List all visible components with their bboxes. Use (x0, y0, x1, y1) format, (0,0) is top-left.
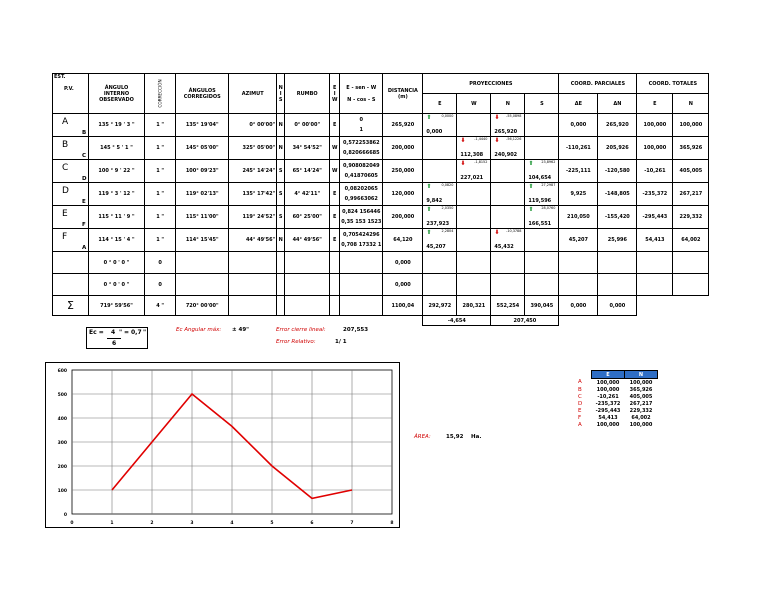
station-label: D (62, 186, 69, 196)
header-est: EST. P.V. (53, 74, 89, 114)
delta-n: 25,996 (598, 229, 637, 252)
azimut: 0° 00'00" (229, 114, 277, 137)
coord-n: 100,000 (629, 421, 653, 428)
angle-observed: 115 ° 11 ' 9 " (89, 206, 145, 229)
header-proyecciones: PROYECCIONES (423, 74, 559, 94)
arrow-down-icon: ⬇ (494, 229, 500, 236)
total-e: 100,000 (637, 114, 673, 137)
angle-corrected: 114° 15'45" (176, 229, 229, 252)
angle-observed: 145 ° 5 ' 1 " (89, 137, 145, 160)
diff-ns: 207,450 (491, 316, 559, 326)
distance: 64,120 (383, 229, 423, 252)
ew-dir: E (330, 114, 340, 137)
angle-observed: 135 ° 19 ' 3 " (89, 114, 145, 137)
projection-factor: -10,3788 (506, 229, 522, 233)
projection-value: 0,000 (426, 129, 443, 135)
y-tick-label: 400 (57, 417, 67, 422)
header-proj-e: E (423, 94, 457, 114)
ew-dir: E (330, 183, 340, 206)
table-row (53, 160, 709, 183)
cos-value: 1 (359, 127, 364, 133)
total-e: -10,261 (637, 160, 673, 183)
station-label: E (62, 209, 68, 219)
area-label: ÁREA: (414, 434, 431, 440)
projection-factor: 0,0820 (441, 183, 454, 187)
projection-factor: -1,8152 (474, 160, 488, 164)
total-n: 365,926 (673, 137, 709, 160)
total-pw: 280,321 (457, 296, 491, 316)
header-parciales: COORD. PARCIALES (559, 74, 637, 94)
total-corr: 4 " (145, 296, 176, 316)
coord-e: 100,000 (596, 386, 620, 393)
ns-dir: S (277, 206, 285, 229)
area-value: 15,92 (446, 434, 464, 440)
delta-n: -155,420 (598, 206, 637, 229)
angle-correction: 1 " (145, 160, 176, 183)
y-tick-label: 100 (57, 489, 67, 494)
ew-dir: W (330, 160, 340, 183)
x-tick-label: 1 (110, 521, 114, 526)
area-unit: Ha. (471, 434, 482, 440)
header-total-e: E (637, 94, 673, 114)
total-e: -235,372 (637, 183, 673, 206)
projection-factor: -55,0898 (506, 114, 522, 118)
projection-value: 112,308 (460, 152, 484, 158)
header-totales: COORD. TOTALES (637, 74, 709, 94)
ec-box: Ec = 4 " = 0,7 " 6 (86, 327, 148, 349)
delta-n: 205,926 (598, 137, 637, 160)
station-label: F (62, 232, 68, 242)
coord-row (575, 386, 658, 393)
x-tick-label: 0 (70, 521, 74, 526)
header-correccion: CORRECCIÓN (145, 74, 176, 114)
pv-label: F (82, 222, 86, 228)
header-proj-n: N (491, 94, 525, 114)
coord-n: 267,217 (629, 400, 653, 407)
total-n: 267,217 (673, 183, 709, 206)
distance: 0,000 (383, 274, 423, 296)
coord-n: 405,005 (629, 393, 653, 400)
ew-dir: E (330, 206, 340, 229)
projection-factor: 0,0000 (441, 114, 454, 118)
table-row (53, 206, 709, 229)
x-tick-label: 6 (310, 521, 314, 526)
total-e: -295,443 (637, 206, 673, 229)
angle-correction: 1 " (145, 229, 176, 252)
cos-value: 0,41870605 (344, 173, 378, 179)
azimut: 119° 24'52" (229, 206, 277, 229)
x-tick-label: 8 (390, 521, 394, 526)
delta-n: -120,580 (598, 160, 637, 183)
coordinates-table (575, 370, 658, 428)
arrow-down-icon: ⬇ (460, 160, 466, 167)
coord-e: 100,000 (596, 379, 620, 386)
y-tick-label: 500 (57, 393, 67, 398)
station-label: B (62, 140, 69, 150)
coord-n: 64,002 (631, 414, 651, 421)
coord-label: A (578, 379, 582, 386)
angle-observed: 100 ° 9 ' 22 " (89, 160, 145, 183)
projection-value: 240,902 (494, 152, 518, 158)
cos-value: 0,35 153 1523 (341, 219, 382, 225)
total-n: 229,332 (673, 206, 709, 229)
delta-e: 0,000 (559, 114, 598, 137)
x-tick-label: 7 (350, 521, 354, 526)
header-total-n: N (673, 94, 709, 114)
relativo-value: 1/ 1 (335, 339, 347, 345)
ew-dir: E (330, 229, 340, 252)
pv-label: E (82, 199, 86, 205)
coord-header-n: N (625, 371, 658, 379)
coord-row (575, 421, 658, 428)
header-ns: N I S (277, 74, 285, 114)
sigma: Σ (53, 296, 89, 316)
total-n: 64,002 (673, 229, 709, 252)
table-row (53, 274, 709, 296)
coord-label: E (578, 407, 582, 414)
angle-observed: 119 ° 3 ' 12 " (89, 183, 145, 206)
arrow-up-icon: ⬆ (426, 229, 432, 236)
total-pn: 552,254 (491, 296, 525, 316)
header-delta-n: ΔN (598, 94, 637, 114)
table-row (53, 114, 709, 137)
azimut: 44° 49'56" (229, 229, 277, 252)
arrow-up-icon: ⬆ (528, 183, 534, 190)
sin-value: 0,08202065 (344, 186, 378, 192)
projection-factor: 2,2804 (441, 229, 454, 233)
y-tick-label: 300 (57, 441, 67, 446)
angle-correction: 1 " (145, 137, 176, 160)
header-delta-e: ΔE (559, 94, 598, 114)
azimut: 245° 14'24" (229, 160, 277, 183)
azimut: 325° 05'00" (229, 137, 277, 160)
coord-e: 54,413 (598, 414, 618, 421)
lineal-value: 207,553 (343, 327, 369, 333)
delta-e: 45,207 (559, 229, 598, 252)
coord-label: D (578, 400, 583, 407)
rumbo: 34° 54'52" (285, 137, 330, 160)
distance: 0,000 (383, 252, 423, 274)
projection-value: 119,596 (528, 198, 552, 204)
cos-value: 0,820666685 (342, 150, 380, 156)
lineal-label: Error cierre lineal: (276, 327, 326, 333)
angle-correction: 1 " (145, 183, 176, 206)
rumbo: 0° 00'00" (285, 114, 330, 137)
x-tick-label: 4 (230, 521, 234, 526)
distance: 200,000 (383, 206, 423, 229)
coord-row (575, 407, 658, 414)
rumbo: 65° 14'24" (285, 160, 330, 183)
header-proj-s: S (525, 94, 559, 114)
header-ew: E I W (330, 74, 340, 114)
y-tick-label: 200 (57, 465, 67, 470)
header-distancia: DISTANCIA (m) (383, 74, 423, 114)
angle-correction: 1 " (145, 114, 176, 137)
total-n: 405,005 (673, 160, 709, 183)
delta-e: 210,050 (559, 206, 598, 229)
table-row (53, 229, 709, 252)
distance: 265,920 (383, 114, 423, 137)
total-de: 0,000 (559, 296, 598, 316)
table-row (53, 137, 709, 160)
projection-factor: 23,8962 (541, 160, 556, 164)
coord-label: C (578, 393, 582, 400)
header-proj-w: W (457, 94, 491, 114)
header-corregidos: ÁNGULOS CORREGIDOS (176, 74, 229, 114)
rumbo: 60° 25'00" (285, 206, 330, 229)
total-dist: 1100,04 (383, 296, 423, 316)
projection-value: 104,654 (528, 175, 552, 181)
coord-n: 365,926 (629, 386, 653, 393)
total-pe: 292,972 (423, 296, 457, 316)
coord-e: 100,000 (596, 421, 620, 428)
station-label: C (62, 163, 69, 173)
arrow-up-icon: ⬆ (528, 206, 534, 213)
projection-value: 265,920 (494, 129, 518, 135)
total-ps: 390,045 (525, 296, 559, 316)
coord-header-e: E (592, 371, 625, 379)
angle-corrected: 100° 09'23" (176, 160, 229, 183)
projection-value: 227,021 (460, 175, 484, 181)
angle-corrected: 119° 02'13" (176, 183, 229, 206)
pv-label: A (82, 245, 87, 251)
ns-dir: S (277, 183, 285, 206)
projection-factor: 28,0760 (541, 206, 556, 210)
arrow-down-icon: ⬇ (460, 137, 466, 144)
cos-value: 0,708 17332 1 (341, 242, 382, 248)
coord-e: -295,443 (595, 407, 621, 414)
y-tick-label: 600 (57, 369, 67, 374)
angle-observed: 0 ° 0 ' 0 " (89, 274, 145, 296)
sin-value: 0,705424296 (342, 232, 380, 238)
angle-corrected: 145° 05'00" (176, 137, 229, 160)
sin-value: 0,908082049 (342, 163, 380, 169)
azimut: 135° 17'42" (229, 183, 277, 206)
angle-correction: 0 (145, 274, 176, 296)
projection-value: 237,923 (426, 221, 450, 227)
station-label: A (62, 117, 69, 127)
total-e: 100,000 (637, 137, 673, 160)
x-tick-label: 3 (190, 521, 194, 526)
projection-value: 166,551 (528, 221, 552, 227)
delta-n: -148,805 (598, 183, 637, 206)
coord-label: A (578, 421, 582, 428)
ns-dir: N (277, 229, 285, 252)
coord-row (575, 379, 658, 387)
ec-angular-value: ± 49" (232, 327, 250, 333)
delta-e: -225,111 (559, 160, 598, 183)
projection-factor: -1,4440 (474, 137, 488, 141)
angle-observed: 114 ° 15 ' 4 " (89, 229, 145, 252)
traverse-table (52, 73, 709, 326)
angle-correction: 0 (145, 252, 176, 274)
sin-value: 0,572253862 (342, 140, 380, 146)
angle-corrected: 115° 11'00" (176, 206, 229, 229)
polygon-chart (45, 362, 400, 528)
arrow-up-icon: ⬆ (426, 206, 432, 213)
y-tick-label: 0 (63, 513, 67, 518)
x-tick-label: 5 (270, 521, 274, 526)
distance: 200,000 (383, 137, 423, 160)
cos-value: 0,99663062 (344, 196, 378, 202)
pv-label: D (82, 176, 87, 182)
ns-dir: N (277, 114, 285, 137)
coord-label: B (578, 386, 582, 393)
distance: 250,000 (383, 160, 423, 183)
table-row (53, 183, 709, 206)
header-angulo: ÁNGULO INTERNO OBSERVADO (89, 74, 145, 114)
ec-angular-label: Ec Angular máx: (176, 327, 222, 333)
arrow-up-icon: ⬆ (528, 160, 534, 167)
coord-e: -235,372 (595, 400, 621, 407)
header-rumbo: RUMBO (285, 74, 330, 114)
projection-value: 45,207 (426, 244, 446, 250)
coord-n: 100,000 (629, 379, 653, 386)
arrow-up-icon: ⬆ (426, 183, 432, 190)
coord-row (575, 400, 658, 407)
relativo-label: Error Relativo: (276, 339, 316, 345)
total-e: 54,413 (637, 229, 673, 252)
coord-n: 229,332 (629, 407, 653, 414)
sin-value: 0,824 156446 (342, 209, 381, 215)
angle-correction: 1 " (145, 206, 176, 229)
rumbo: 4° 42'11" (285, 183, 330, 206)
coord-row (575, 393, 658, 400)
total-dn: 0,000 (598, 296, 637, 316)
projection-value: 9,842 (426, 198, 443, 204)
projection-factor: -56,1226 (506, 137, 522, 141)
header-azimut: AZIMUT (229, 74, 277, 114)
total-n: 100,000 (673, 114, 709, 137)
header-sencos: E - sen - W N - cos - S (340, 74, 383, 114)
pv-label: C (82, 153, 87, 159)
total-corrected: 720° 00'00" (176, 296, 229, 316)
arrow-down-icon: ⬇ (494, 137, 500, 144)
x-tick-label: 2 (150, 521, 154, 526)
projection-value: 45,432 (494, 244, 514, 250)
delta-e: 9,925 (559, 183, 598, 206)
table-row (53, 252, 709, 274)
angle-observed: 0 ° 0 ' 0 " (89, 252, 145, 274)
pv-label: B (82, 130, 87, 136)
ns-dir: N (277, 137, 285, 160)
sin-value: 0 (359, 117, 364, 123)
delta-n: 265,920 (598, 114, 637, 137)
ew-dir: W (330, 137, 340, 160)
projection-factor: 27,2987 (541, 183, 556, 187)
coord-e: -10,261 (597, 393, 619, 400)
total-angle: 719° 59'56" (89, 296, 145, 316)
rumbo: 44° 49'56" (285, 229, 330, 252)
distance: 120,000 (383, 183, 423, 206)
angle-corrected: 135° 19'04" (176, 114, 229, 137)
ns-dir: S (277, 160, 285, 183)
diff-ew: -4,654 (423, 316, 491, 326)
projection-factor: 2,0350 (441, 206, 454, 210)
delta-e: -110,261 (559, 137, 598, 160)
coord-row (575, 414, 658, 421)
arrow-down-icon: ⬇ (494, 114, 500, 121)
coord-label: F (578, 414, 582, 421)
arrow-up-icon: ⬆ (426, 114, 432, 121)
